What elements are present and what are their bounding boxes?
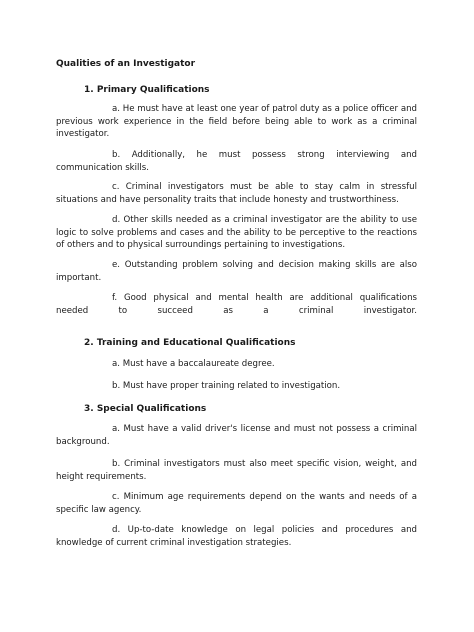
section-heading-training: 2. Training and Educational Qualifications (84, 338, 296, 348)
primary-item-c: c. Criminal investigators must be able to stay calm in stressful situations and have personality traits that include honesty and trustworthiness. (56, 182, 417, 205)
special-item-b: b. Criminal investigators must also meet specific vision, weight, and height requirements. (56, 459, 417, 482)
special-item-d: d. Up-to-date knowledge on legal policies and procedures and knowledge of current criminal investigation strategies. (56, 525, 417, 548)
training-item-b: b. Must have proper training related to investigation. (112, 381, 341, 391)
primary-item-a: a. He must have at least one year of patrol duty as a police officer and previous work experience in the field before being able to work as a criminal investigator. (56, 104, 417, 140)
section-heading-primary: 1. Primary Qualifications (84, 85, 210, 95)
training-item-a: a. Must have a baccalaureate degree. (112, 359, 275, 369)
document-title: Qualities of an Investigator (56, 59, 196, 69)
special-item-a: a. Must have a valid driver's license and must not possess a criminal background. (56, 424, 417, 447)
section-heading-special: 3. Special Qualifications (84, 404, 207, 414)
primary-item-b: b. Additionally, he must possess strong interviewing and communication skills. (56, 150, 417, 173)
primary-item-e: e. Outstanding problem solving and decision making skills are also important. (56, 260, 417, 283)
primary-item-d: d. Other skills needed as a criminal investigator are the ability to use logic to solve problems and cases and the ability to be perceptive to the reactions of others and to physical surroundings pertaining to investigations. (56, 215, 417, 251)
primary-item-f: f. Good physical and mental health are additional qualifications needed to succeed as a criminal investigator. (56, 293, 417, 316)
special-item-c: c. Minimum age requirements depend on the wants and needs of a specific law agency. (56, 492, 417, 515)
